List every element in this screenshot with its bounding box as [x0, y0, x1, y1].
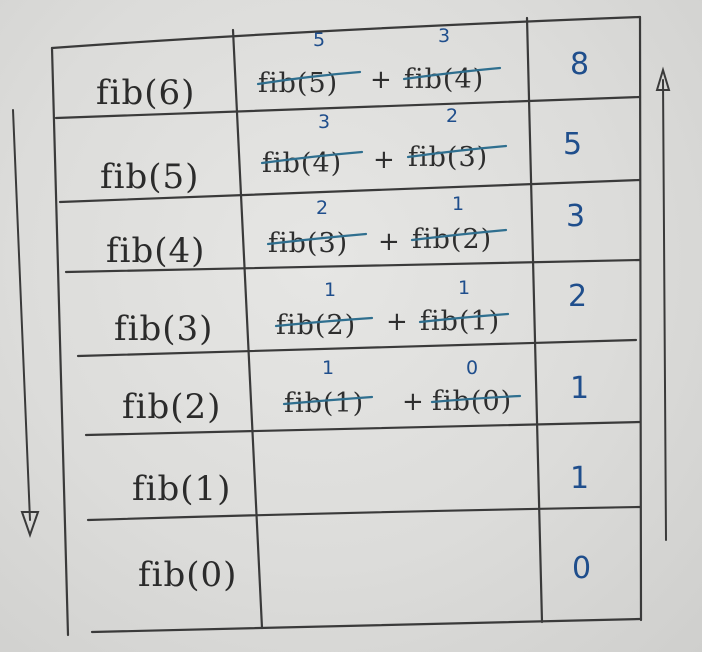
result-value: 1 [570, 461, 590, 496]
row-label: fib(0) [138, 555, 238, 595]
row-label: fib(4) [106, 231, 206, 271]
plus-sign: + [378, 227, 400, 257]
right-memo-value: 1 [458, 277, 471, 299]
right-call: fib(4) [404, 64, 485, 95]
row-label: fib(1) [132, 469, 232, 509]
expression-row [268, 193, 506, 259]
row-label: fib(5) [100, 157, 200, 197]
result-value: 8 [570, 47, 590, 82]
result-value: 3 [566, 199, 586, 234]
right-memo-value: 1 [452, 193, 465, 215]
up-arrow-icon [657, 70, 669, 540]
down-arrow-icon [13, 110, 38, 535]
right-memo-value: 3 [438, 25, 451, 47]
result-value: 5 [563, 127, 583, 162]
left-call: fib(4) [262, 148, 343, 179]
plus-sign: + [370, 65, 392, 95]
table-column-divider-2 [527, 18, 542, 622]
right-call: fib(1) [420, 306, 501, 337]
right-memo-value: 2 [446, 105, 459, 127]
expression-row [258, 25, 500, 99]
table-border-left [52, 48, 68, 635]
row-label: fib(6) [96, 73, 196, 113]
table-border-bottom [92, 619, 640, 632]
left-call: fib(1) [284, 388, 365, 419]
expression-row [284, 357, 520, 419]
table-border-top [52, 17, 640, 48]
table-border-right [640, 17, 641, 620]
expression-row [262, 105, 506, 179]
plus-sign: + [402, 387, 424, 417]
left-memo-value: 1 [324, 279, 337, 301]
right-call: fib(2) [412, 224, 493, 255]
right-memo-value: 0 [466, 357, 479, 379]
left-memo-value: 1 [322, 357, 335, 379]
row-label: fib(2) [122, 387, 222, 427]
left-call: fib(5) [258, 68, 339, 99]
left-call: fib(2) [276, 310, 357, 341]
left-memo-value: 3 [318, 111, 331, 133]
result-value: 2 [568, 279, 588, 314]
result-value: 1 [570, 371, 590, 406]
plus-sign: + [373, 145, 395, 175]
left-memo-value: 5 [313, 29, 326, 51]
left-call: fib(3) [268, 228, 349, 259]
table-column-divider-1 [233, 30, 262, 628]
plus-sign: + [386, 307, 408, 337]
result-value: 0 [572, 551, 592, 586]
expression-row [276, 277, 508, 341]
row-label: fib(3) [114, 309, 214, 349]
results-column [563, 47, 591, 586]
right-call: fib(3) [408, 142, 489, 173]
left-memo-value: 2 [316, 197, 329, 219]
right-call: fib(0) [432, 386, 513, 417]
